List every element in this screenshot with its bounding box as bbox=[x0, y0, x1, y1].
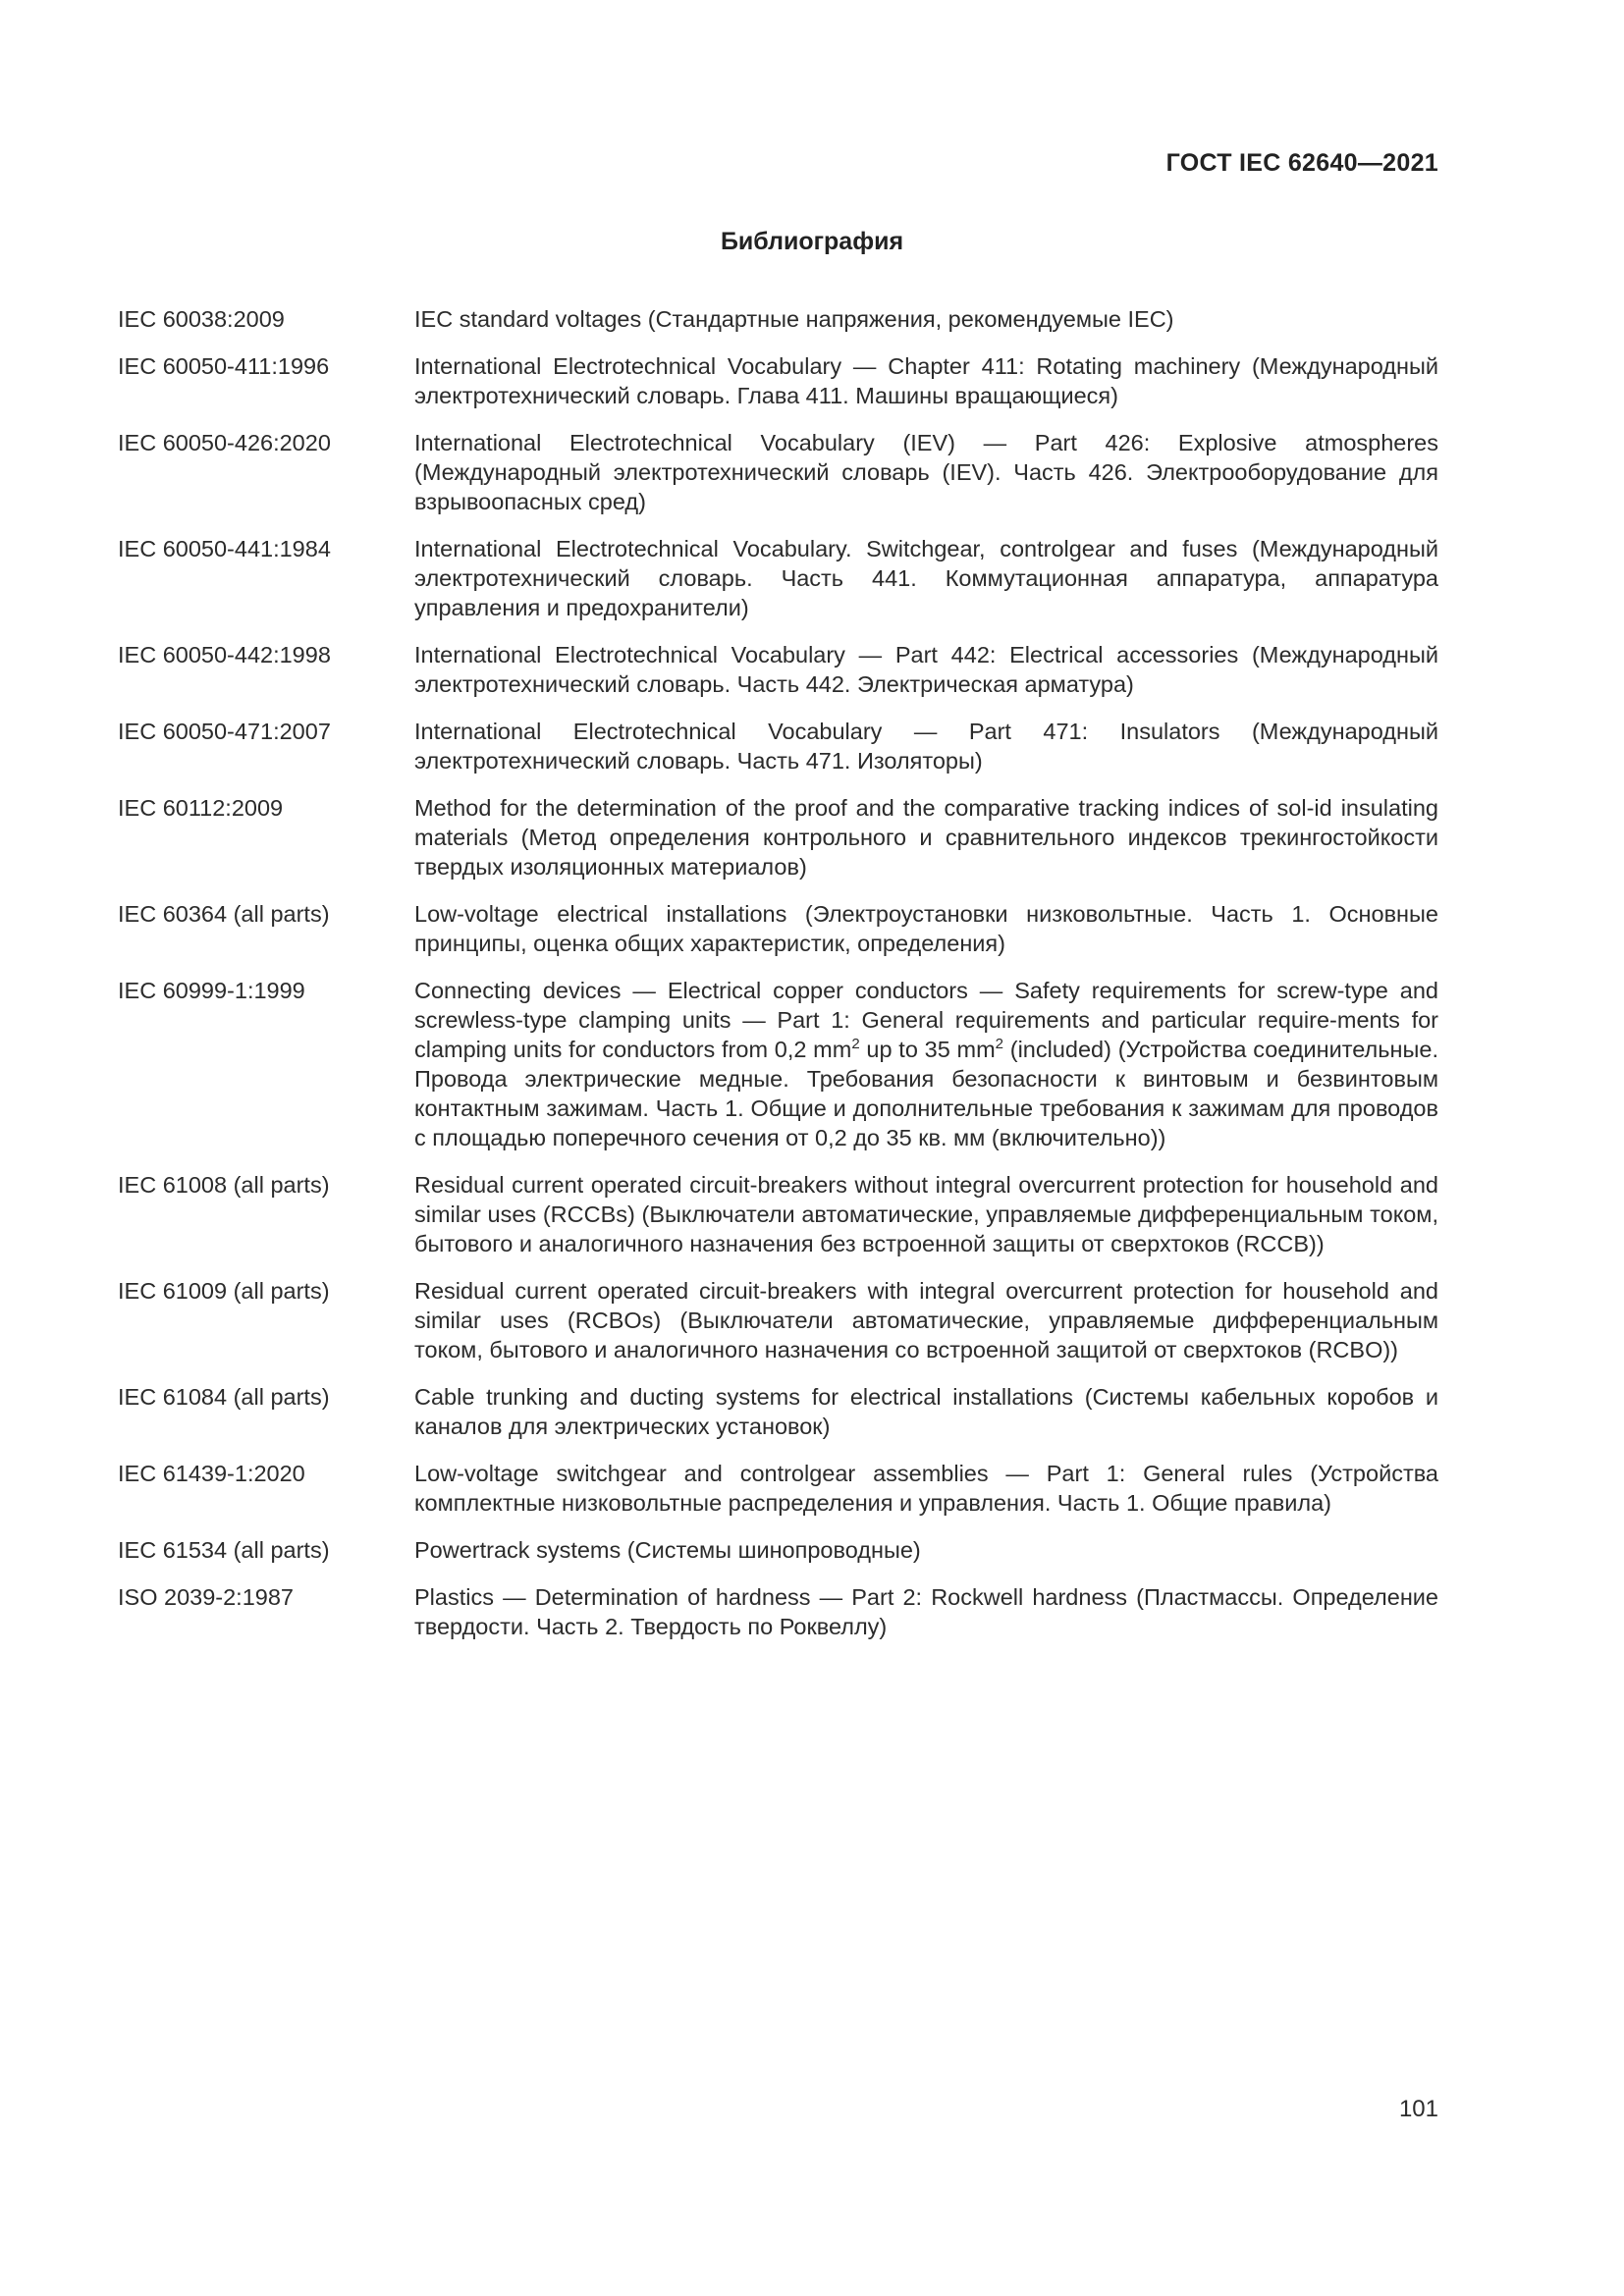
section-title: Библиография bbox=[720, 228, 904, 255]
reference-code: IEC 60050-471:2007 bbox=[118, 719, 331, 744]
reference-title bbox=[414, 976, 1438, 1152]
bibliography-entry bbox=[118, 640, 1438, 699]
reference-title: International Electrotechnical Vocabulary (IEV) — Part 426: Explosive atmospheres (Международный электротехнический словарь (IEV). Часть 426. Электрооборудование для взрывоопасных сред) bbox=[414, 430, 1438, 514]
bibliography-entry bbox=[118, 1535, 1438, 1565]
bibliography-entry bbox=[118, 976, 1438, 1152]
reference-code: IEC 60112:2009 bbox=[118, 795, 284, 821]
reference-title: Low-voltage switchgear and controlgear assemblies — Part 1: General rules (Устройства комплектные низковольтные распределения и управления. Часть 1. Общие правила) bbox=[414, 1461, 1438, 1516]
reference-title: Method for the determination of the proof and the comparative tracking indices of sol-id insulating materials (Метод определения контрольного и сравнительного индексов трекингостойкости твердых изоляционных материалов) bbox=[414, 795, 1438, 880]
reference-title: Powertrack systems (Системы шинопроводные) bbox=[414, 1537, 921, 1563]
reference-code: IEC 60038:2009 bbox=[118, 306, 285, 332]
reference-title-part: (included) (Устройства соединительные. Провода электрические медные. Требования безопасности к винтовым и безвинтовым контактным зажимам. Часть 1. Общие и дополнительные требования к зажимам для проводов с площадью поперечного сечения от 0,2 до 35 кв. мм (включительно)) bbox=[414, 1037, 1438, 1150]
bibliography-entry bbox=[118, 1170, 1438, 1258]
bibliography-entry bbox=[118, 1276, 1438, 1364]
reference-code: IEC 61084 (all parts) bbox=[118, 1384, 330, 1410]
reference-title: Plastics — Determination of hardness — Part 2: Rockwell hardness (Пластмассы. Определение твердости. Часть 2. Твердость по Роквеллу) bbox=[414, 1584, 1438, 1639]
bibliography-entry bbox=[118, 717, 1438, 775]
bibliography-entry bbox=[118, 304, 1438, 334]
reference-title: Residual current operated circuit-breakers without integral overcurrent protection for household and similar uses (RCCBs) (Выключатели автоматические, управляемые дифференциальным током, бытового и аналогичного назначения без встроенной защиты от сверхтоков (RCCB)) bbox=[414, 1172, 1438, 1256]
bibliography-entry bbox=[118, 351, 1438, 410]
standard-designation: ГОСТ IEC 62640—2021 bbox=[1165, 149, 1438, 177]
reference-code: IEC 60050-442:1998 bbox=[118, 642, 331, 667]
reference-code: IEC 61439-1:2020 bbox=[118, 1461, 305, 1486]
bibliography-entry bbox=[118, 1382, 1438, 1441]
reference-code: IEC 60050-441:1984 bbox=[118, 536, 331, 561]
bibliography-entry bbox=[118, 899, 1438, 958]
reference-code: IEC 60999-1:1999 bbox=[118, 978, 305, 1003]
reference-code: IEC 61008 (all parts) bbox=[118, 1172, 330, 1198]
reference-title: Low-voltage electrical installations (Электроустановки низковольтные. Часть 1. Основные принципы, оценка общих характеристик, определения) bbox=[414, 901, 1438, 956]
reference-code: IEC 60050-426:2020 bbox=[118, 430, 331, 455]
reference-code: IEC 61534 (all parts) bbox=[118, 1537, 330, 1563]
reference-title: Cable trunking and ducting systems for electrical installations (Системы кабельных коробов и каналов для электрических установок) bbox=[414, 1384, 1438, 1439]
reference-title: IEC standard voltages (Стандартные напряжения, рекомендуемые IEC) bbox=[414, 306, 1174, 332]
reference-code: IEC 60050-411:1996 bbox=[118, 353, 330, 379]
bibliography-entry bbox=[118, 793, 1438, 881]
bibliography-list bbox=[118, 304, 1438, 1659]
reference-code: IEC 61009 (all parts) bbox=[118, 1278, 330, 1304]
bibliography-entry bbox=[118, 428, 1438, 516]
reference-title: International Electrotechnical Vocabulary. Switchgear, controlgear and fuses (Международный электротехнический словарь. Часть 441. Коммутационная аппаратура, аппаратура управления и предохранители) bbox=[414, 536, 1438, 620]
reference-code: ISO 2039-2:1987 bbox=[118, 1584, 294, 1610]
page-number: 101 bbox=[1398, 2096, 1438, 2122]
reference-title-part: Connecting devices — Electrical copper conductors — Safety requirements for screw-type and screwless-type clamping units — Part 1: General requirements and particular require-ments for clamping units for conductors from 0,2 mm bbox=[414, 978, 1438, 1062]
bibliography-entry bbox=[118, 1459, 1438, 1518]
superscript: 2 bbox=[995, 1036, 1004, 1053]
reference-title: International Electrotechnical Vocabulary — Chapter 411: Rotating machinery (Международный электротехнический словарь. Глава 411. Машины вращающиеся) bbox=[414, 353, 1438, 408]
reference-title: Residual current operated circuit-breakers with integral overcurrent protection for household and similar uses (RCBOs) (Выключатели автоматические, управляемые дифференциальным током, бытового и аналогичного назначения со встроенной защитой от сверхтоков (RCBO)) bbox=[414, 1278, 1438, 1362]
bibliography-entry bbox=[118, 534, 1438, 622]
superscript: 2 bbox=[851, 1036, 860, 1053]
bibliography-entry bbox=[118, 1582, 1438, 1641]
reference-title-part: up to 35 mm bbox=[859, 1037, 996, 1062]
reference-title: International Electrotechnical Vocabulary — Part 471: Insulators (Международный электротехнический словарь. Часть 471. Изоляторы) bbox=[414, 719, 1438, 774]
reference-code: IEC 60364 (all parts) bbox=[118, 901, 330, 927]
reference-title: International Electrotechnical Vocabulary — Part 442: Electrical accessories (Международный электротехнический словарь. Часть 442. Электрическая арматура) bbox=[414, 642, 1438, 697]
